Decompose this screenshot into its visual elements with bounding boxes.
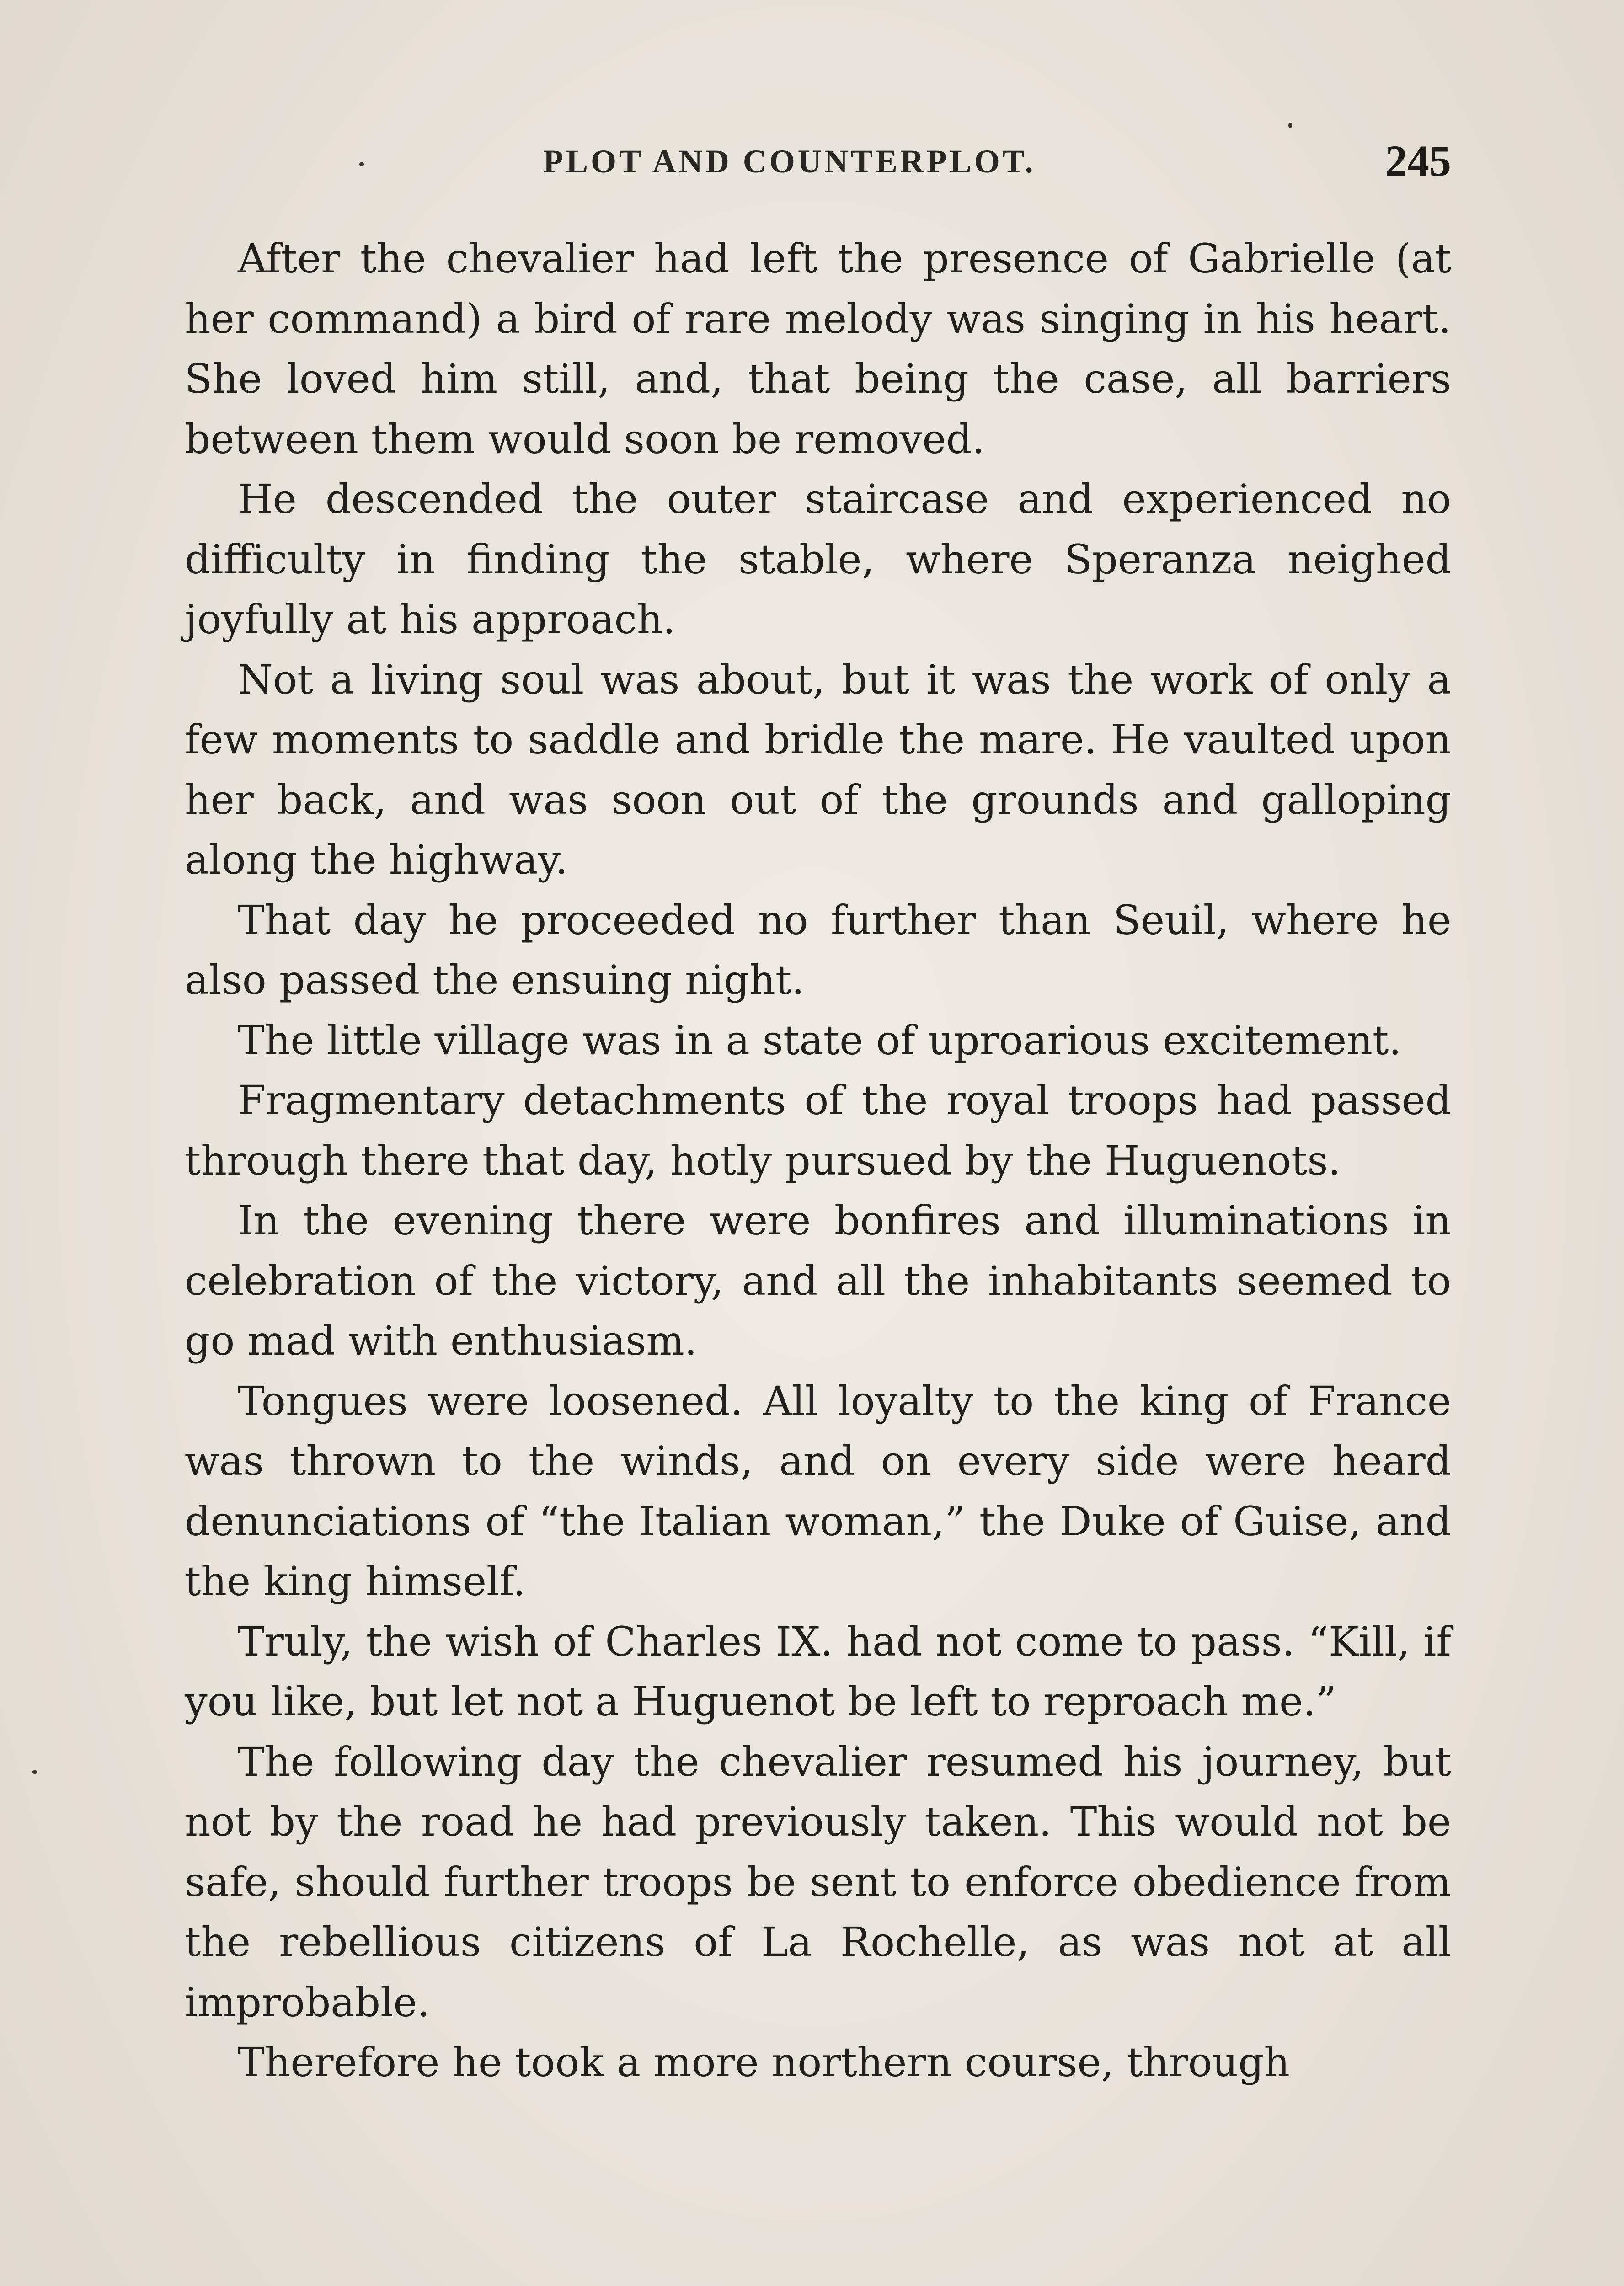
page-number: 245 xyxy=(1385,136,1451,185)
paragraph-6: Fragmentary detachments of the royal troops had passed through there that day, hotly pursued by the Huguenots. xyxy=(185,1077,1451,1184)
ink-speck xyxy=(1288,123,1292,128)
paragraph-3: Not a living soul was about, but it was the work of only a few moments to saddle and bridle the mare. He vaulted upon her back, and was soon out of the grounds and galloping along the highway. xyxy=(185,656,1451,883)
paragraph-7: In the evening there were bonfires and illuminations in celebration of the victory, and all the inhabitants seemed to go mad with enthusiasm. xyxy=(185,1197,1451,1364)
paragraph-2: He descended the outer staircase and experienced no difficulty in finding the stable, where Speranza neighed joyfully at his approach. xyxy=(185,475,1451,643)
paragraph-11: Therefore he took a more northern course, through xyxy=(238,2039,1290,2086)
paragraph-4: That day he proceeded no further than Seuil, where he also passed the ensuing night. xyxy=(185,896,1451,1004)
running-head: PLOT AND COUNTERPLOT. xyxy=(543,143,1036,180)
page-header xyxy=(185,137,1451,187)
paragraph-1: After the chevalier had left the presence of Gabrielle (at her command) a bird of rare melody was singing in his heart. She loved him still, and, that being the case, all barriers between them would soon be removed. xyxy=(185,235,1451,463)
paragraph-10: The following day the chevalier resumed his journey, but not by the road he had previously taken. This would not be safe, should further troops be sent to enforce obedience from the rebellious citizens of La Rochelle, as was not at all improbable. xyxy=(185,1738,1451,2026)
paragraph-9: Truly, the wish of Charles IX. had not come to pass. “Kill, if you like, but let not a Huguenot be left to reproach me.” xyxy=(185,1618,1451,1725)
body-text xyxy=(185,229,1451,2093)
ink-speck xyxy=(359,162,364,166)
paragraph-8: Tongues were loosened. All loyalty to the king of France was thrown to the winds, and on every side were heard denunciations of “the Italian woman,” the Duke of Guise, and the king himself. xyxy=(185,1377,1451,1605)
paragraph-5: The little village was in a state of uproarious excitement. xyxy=(238,1016,1402,1064)
ink-speck xyxy=(32,1770,37,1774)
